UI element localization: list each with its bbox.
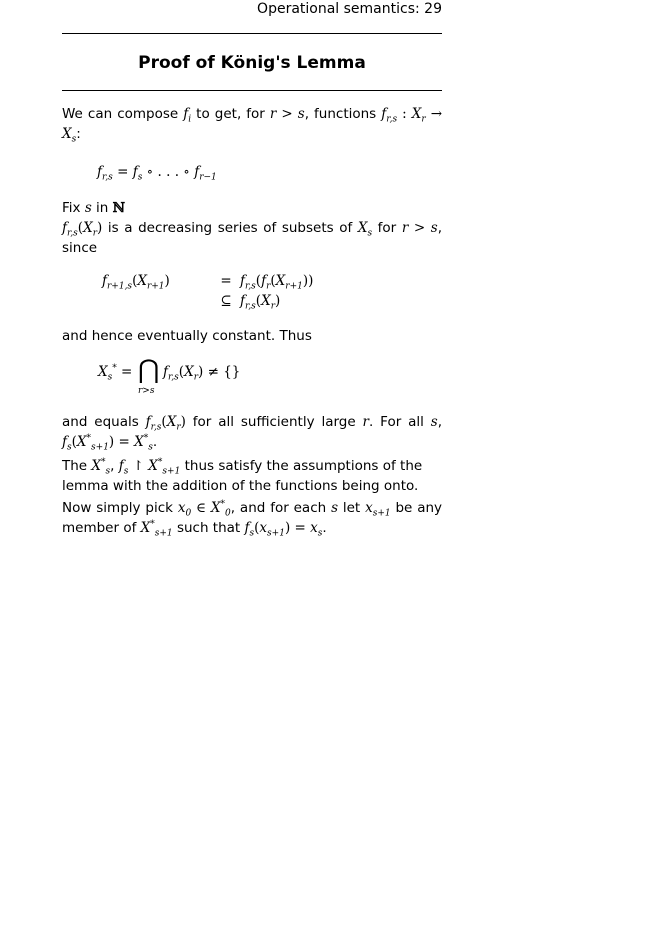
paragraph-decreasing: $f_{r,s}(X_r)$ is a decreasing series of subsets of $X_s$ for r > s, since <box>62 220 442 256</box>
paragraph-satisfy-assumptions: The $X^*_s$, $f_s$ ↾ $X^*_{s+1}$ thus satisfy the assumptions of the lemma with the addition of the functions being onto. <box>62 457 423 494</box>
equation-aligned: $f_{r+1,s}(X_{r+1})$ = $f_{r,s}(f_r(X_{r+1}))$ ⊆ $f_{r,s}(X_r)$ <box>102 273 314 312</box>
paragraph-pick: Now simply pick $x_0$ ∈ $X^*_0$, and for each s let $x_{s+1}$ be any member of $X^*_{s+1}$ such that $f_s(x_{s+1}) = x_s$. <box>62 499 443 539</box>
top-rule <box>62 33 442 34</box>
equation-composition: $f_{r,s} = f_s$ ∘ . . . ∘ $f_{r-1}$ <box>97 164 217 183</box>
paragraph-eventually-constant: and hence eventually constant. Thus <box>62 328 312 344</box>
bottom-rule <box>62 90 442 91</box>
big-intersection-symbol: ⋂ <box>138 355 160 385</box>
equation-intersection-rhs: $f_{r,s}(X_r)$ ≠ {} <box>163 364 241 383</box>
intersection-subscript: r>s <box>138 386 155 396</box>
paragraph-and-equals: and equals $f_{r,s}(X_r)$ for all sufficiently large r. For all s, $f_s(X^*_{s+1}) = X^*_s$. <box>62 414 442 453</box>
equation-intersection-lhs: $X_s^*$ = <box>98 363 133 383</box>
running-header: Operational semantics: 29 <box>257 1 442 17</box>
paragraph-fix-s: Fix s in ℕ <box>62 200 125 216</box>
paragraph-compose: We can compose $f_i$ to get, for r > s, functions $f_{r,s}$ : $X_r \to X_s$: <box>62 106 443 145</box>
section-title: Proof of König's Lemma <box>138 53 366 73</box>
